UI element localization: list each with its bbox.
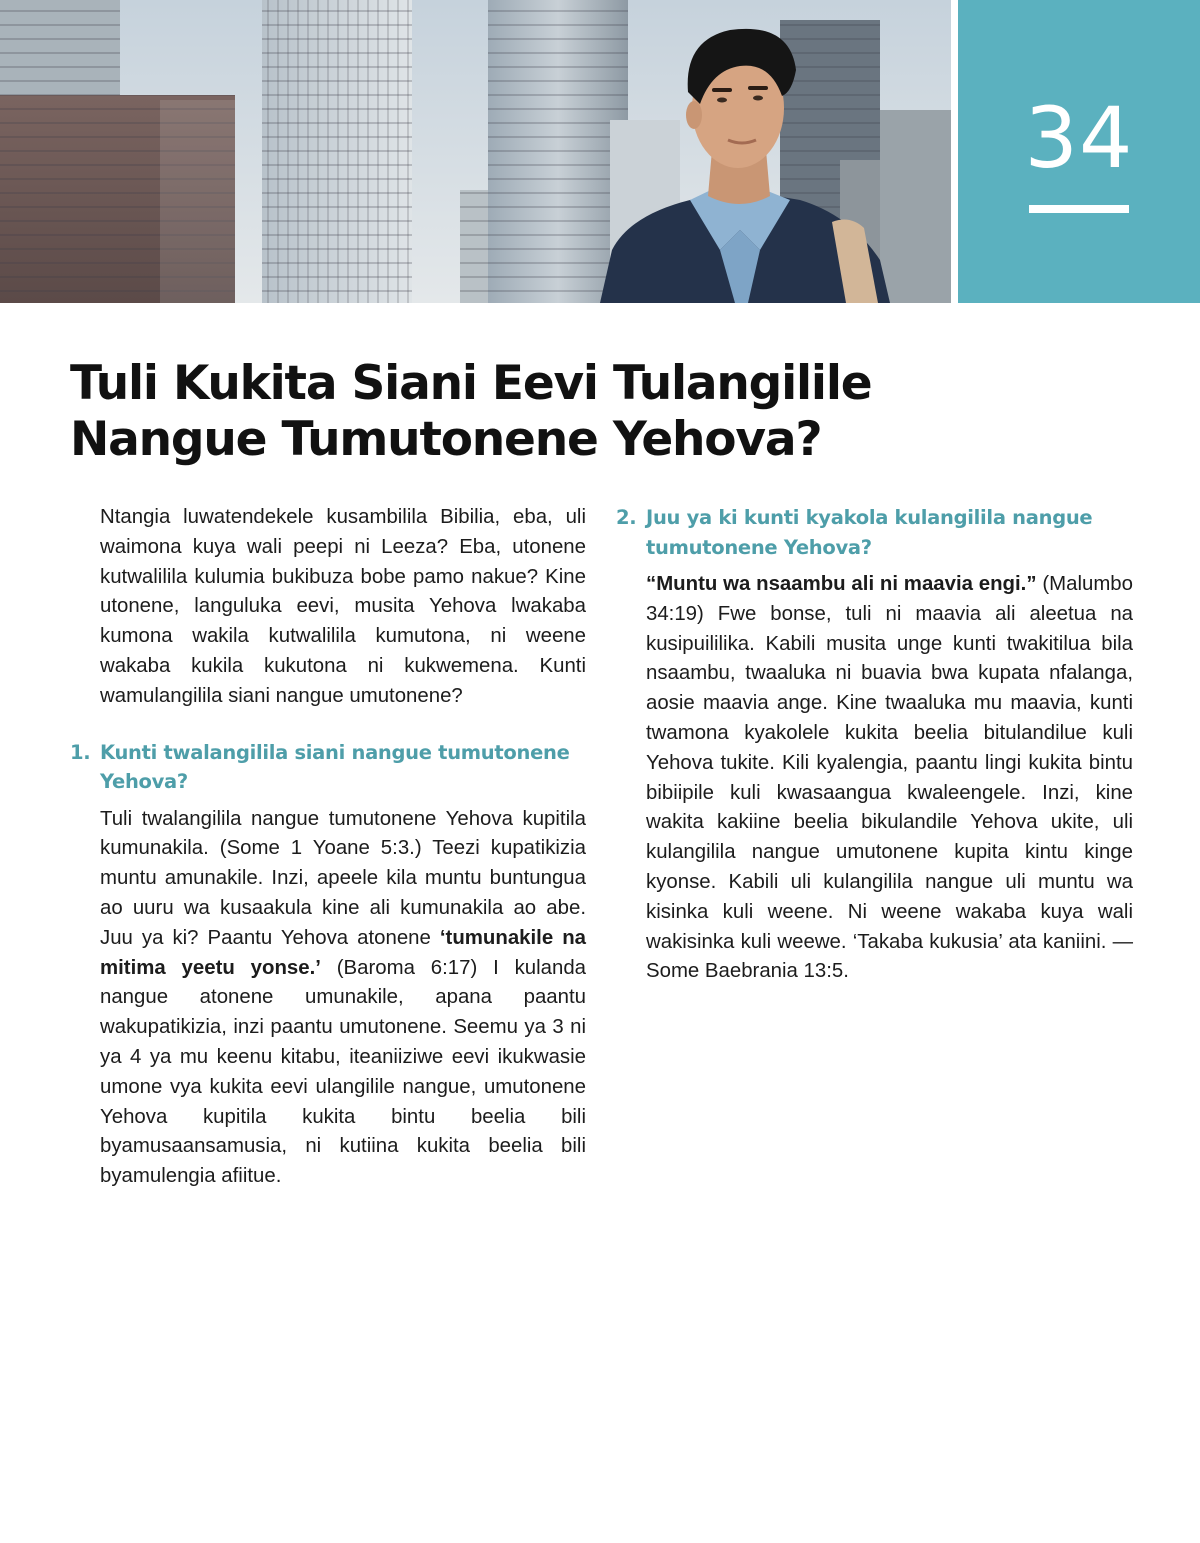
lesson-number-underline bbox=[1029, 205, 1129, 213]
title-line-2: Nangue Tumutonene Yehova? bbox=[70, 412, 822, 467]
answer-2-paragraph bbox=[616, 570, 1133, 987]
answer-1-text-a: Tuli twalangilila nangue tumutonene Yehova kupitila kumunakila. (Some 1 Yoane 5:3.) Teezi kupatikizia muntu amunakile. Inzi, apeele kila muntu buntungua ao uuru wa kusaakula kine ali kumunakila ao abe. Juu ya ki? Paantu Yehova atonene bbox=[100, 807, 586, 949]
question-1-number: 1. bbox=[70, 740, 91, 764]
city-skyline-illustration bbox=[0, 0, 951, 303]
title-line-1: Tuli Kukita Siani Eevi Tulangilile bbox=[70, 356, 872, 411]
answer-2-text-b: (Malumbo 34:19) Fwe bonse, tuli ni maavia ali aleetua na kusipuililika. Kabili musita unge kunti twakitilua bila nsaambu, twaaluka ni buavia bwa kupata nfalanga, aosie maavia ange. Kine twaaluka mu maavia, kunti twamona kyakolele kukita beelia bitulandilue kuli Yehova tukite. Kili kyalengia, paantu lingi kukita bintu bibiipile kuli kwasaangua kwaleengele. Inzi, kine wakita kakiine beelia bikulandile Yehova ukite, uli kulangilila nangue umutonene kupita kintu kinge kyonse. Kabili uli kulangilila nangue uli muntu wa kisinka kuli weene. Ni weene wakaba kuya wali wakisinka kuli weewe. ‘Takaba kukusia’ ata kaniini. —Some Baebrania 13:5. bbox=[646, 573, 1133, 983]
answer-1-bold-quote: ‘tumunakile na mitima yeetu yonse.’ bbox=[100, 926, 586, 979]
lesson-number: 34 bbox=[1024, 89, 1134, 187]
hero-photo bbox=[0, 0, 951, 303]
lesson-number-box bbox=[958, 0, 1200, 303]
page-title bbox=[70, 356, 970, 468]
question-2-text: Juu ya ki kunti kyakola kulangilila nangue tumutonene Yehova? bbox=[646, 506, 1093, 559]
answer-1-paragraph bbox=[70, 805, 586, 1192]
question-1 bbox=[70, 738, 586, 797]
question-2-number: 2. bbox=[616, 506, 637, 529]
question-2 bbox=[616, 503, 1133, 562]
left-column bbox=[70, 503, 586, 1192]
right-column bbox=[616, 503, 1133, 987]
answer-1-text-c: (Baroma 6:17) I kulanda nangue atonene umunakile, apana paantu wakupatikizia, inzi paantu umutonene. Seemu ya 3 ni ya 4 ya mu keenu kitabu, iteaniiziwe eevi ikukwasie umone vya kukita eevi ulangilile nangue, umutonene Yehova kupitila kukita bintu beelia bili byamusaansamusia, ni kutiina kukita beelia bili byamulengia afiitue. bbox=[100, 956, 586, 1188]
answer-2-bold-quote: “Muntu wa nsaambu ali ni maavia engi.” bbox=[646, 573, 1037, 595]
intro-paragraph: Ntangia luwatendekele kusambilila Bibilia, eba, uli waimona kuya wali peepi ni Leeza? Eba, utonene kutwalilila kulumia bukibuza bobe pamo nakue? Kine utonene, languluka eevi, musita Yehova lwakaba kumona wakila kutwalilila kumutona, ni weene wakaba kukila kukutona ni kukwemena. Kunti wamulangilila siani nangue umutonene? bbox=[100, 506, 586, 707]
question-1-text: Kunti twalangilila siani nangue tumutonene Yehova? bbox=[100, 740, 570, 794]
